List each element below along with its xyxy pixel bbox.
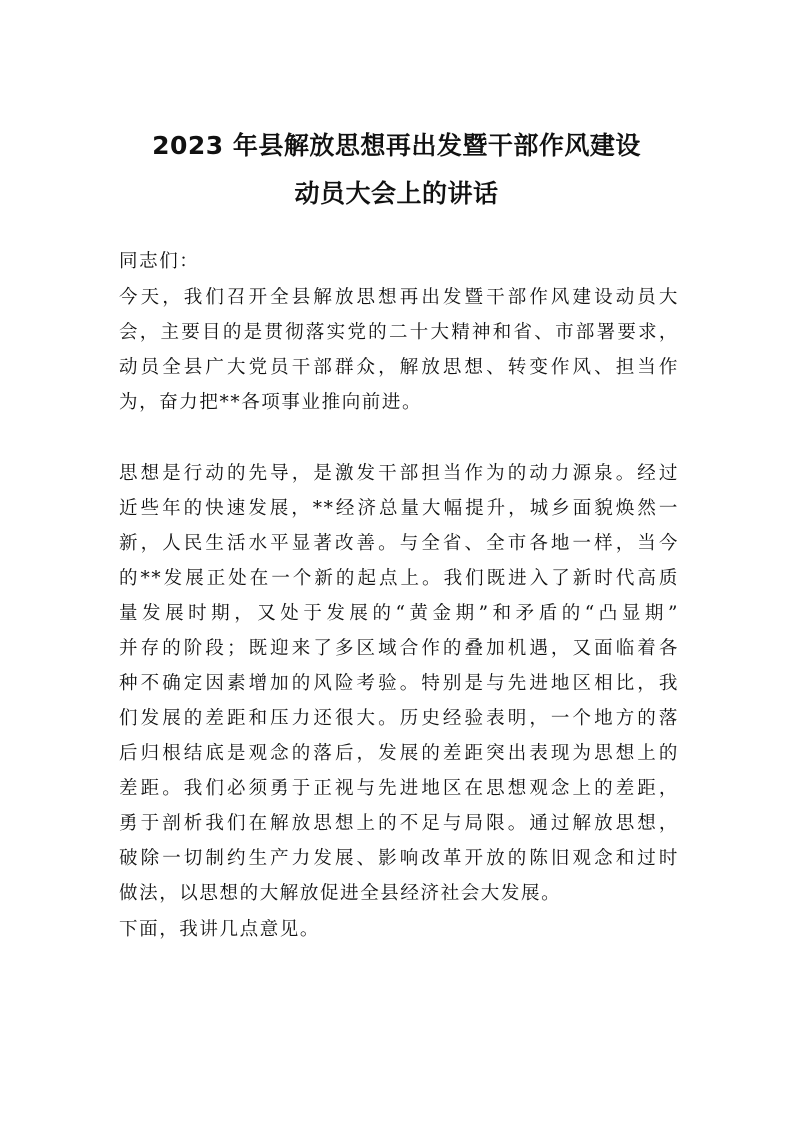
paragraph-3: 下面，我讲几点意见。 — [119, 919, 321, 940]
paragraph-2-line: 种不确定因素增加的风险考验。特别是与先进地区相比，我 — [119, 673, 679, 694]
paragraph-1-line: 今天，我们召开全县解放思想再出发暨干部作风建设动员大 — [119, 287, 679, 308]
paragraph-2-line: 思想是行动的先导，是激发干部担当作为的动力源泉。经过 — [119, 463, 679, 484]
paragraph-2-line: 量发展时期，又处于发展的“黄金期”和矛盾的“凸显期” — [119, 603, 679, 624]
paragraph-1-line: 动员全县广大党员干部群众，解放思想、转变作风、担当作 — [119, 357, 679, 378]
paragraph-1-line: 为，奋力把**各项事业推向前进。 — [119, 392, 423, 413]
paragraph-2-line: 并存的阶段；既迎来了多区域合作的叠加机遇，又面临着各 — [119, 638, 679, 659]
document-title-line-1: 2023 年县解放思想再出发暨干部作风建设 — [152, 131, 641, 160]
salutation: 同志们： — [119, 251, 200, 272]
paragraph-2-line: 差距。我们必须勇于正视与先进地区在思想观念上的差距， — [119, 778, 679, 799]
paragraph-2-line: 的**发展正处在一个新的起点上。我们既进入了新时代高质 — [119, 568, 679, 589]
paragraph-2-line: 们发展的差距和压力还很大。历史经验表明，一个地方的落 — [119, 708, 679, 729]
paragraph-2-line: 破除一切制约生产力发展、影响改革开放的陈旧观念和过时 — [119, 848, 679, 869]
paragraph-1-line: 会，主要目的是贯彻落实党的二十大精神和省、市部署要求， — [119, 322, 679, 343]
paragraph-2-line: 做法，以思想的大解放促进全县经济社会大发展。 — [119, 883, 562, 904]
paragraph-2-line: 勇于剖析我们在解放思想上的不足与局限。通过解放思想， — [119, 813, 679, 834]
paragraph-2-line: 后归根结底是观念的落后，发展的差距突出表现为思想上的 — [119, 743, 679, 764]
paragraph-2-line: 近些年的快速发展，**经济总量大幅提升，城乡面貌焕然一 — [119, 498, 679, 519]
paragraph-2-line: 新，人民生活水平显著改善。与全省、全市各地一样，当今 — [119, 533, 679, 554]
document-title-line-2: 动员大会上的讲话 — [294, 179, 499, 208]
